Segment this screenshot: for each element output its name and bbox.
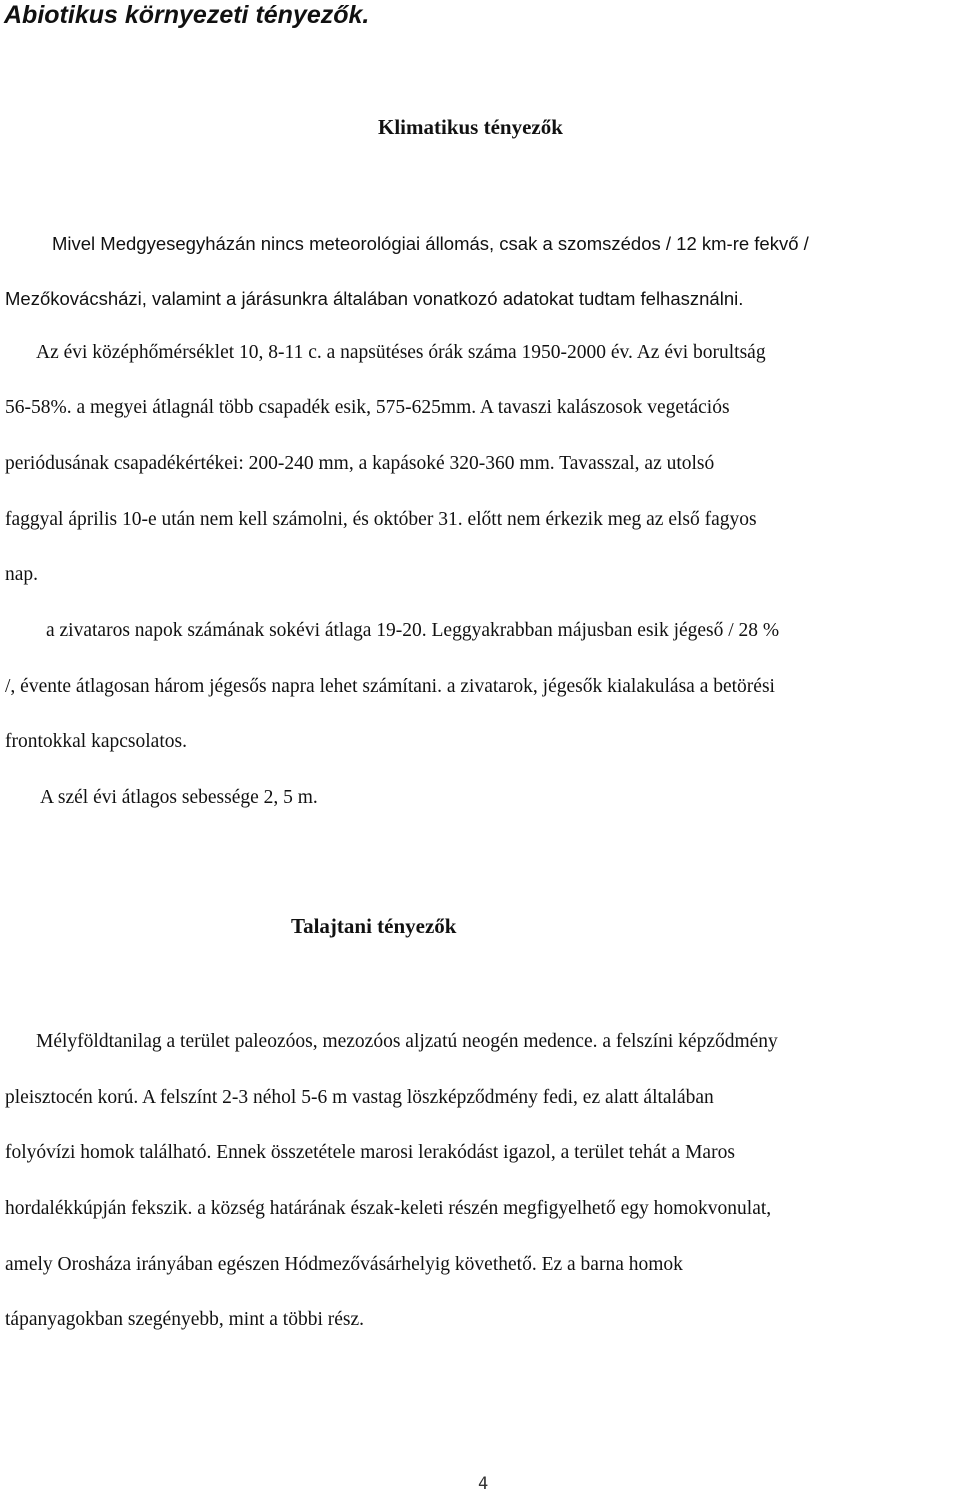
soil-line-2: pleisztocén korú. A felszínt 2-3 néhol 5-6 m vastag löszképződmény fedi, ez alatt általában	[5, 1087, 714, 1108]
climate-line-6: faggyal április 10-e után nem kell számolni, és október 31. előtt nem érkezik meg az első fagyos	[5, 509, 757, 530]
climate-line-8: a zivataros napok számának sokévi átlaga 19-20. Leggyakrabban májusban esik jégeső / 28 %	[46, 620, 780, 641]
section-title-talajtani: Talajtani tényezők	[291, 914, 457, 938]
soil-line-1: Mélyföldtanilag a terület paleozóos, mezozóos aljzatú neogén medence. a felszíni képződmény	[36, 1031, 778, 1052]
climate-line-7: nap.	[5, 564, 39, 585]
soil-line-4: hordalékkúpján fekszik. a község határának észak-keleti részén megfigyelhető egy homokvonulat,	[5, 1198, 772, 1219]
page-number: 4	[478, 1474, 489, 1494]
climate-line-4: 56-58%. a megyei átlagnál több csapadék esik, 575-625mm. A tavaszi kalászosok vegetációs	[5, 397, 730, 418]
climate-line-11: A szél évi átlagos sebessége 2, 5 m.	[40, 787, 318, 808]
soil-line-5: amely Orosháza irányában egészen Hódmezővásárhelyig követhető. Ez a barna homok	[5, 1254, 683, 1275]
climate-line-2: Mezőkovácsházi, valamint a járásunkra általában vonatkozó adatokat tudtam felhasználni.	[5, 288, 744, 309]
soil-line-3: folyóvízi homok található. Ennek összetétele marosi lerakódást igazol, a terület tehát a Maros	[5, 1142, 735, 1163]
section-title-klimatikus: Klimatikus tényezők	[378, 115, 563, 139]
climate-line-9: /, évente átlagosan három jégesős napra lehet számítani. a zivatarok, jégesők kialakulása a betörési	[5, 676, 775, 697]
soil-line-6: tápanyagokban szegényebb, mint a többi rész.	[5, 1309, 365, 1330]
climate-line-10: frontokkal kapcsolatos.	[5, 731, 187, 752]
climate-line-1: Mivel Medgyesegyházán nincs meteorológiai állomás, csak a szomszédos / 12 km-re fekvő /	[52, 233, 809, 254]
page-heading: Abiotikus környezeti tényezők.	[4, 1, 370, 29]
climate-line-5: periódusának csapadékértékei: 200-240 mm, a kapásoké 320-360 mm. Tavasszal, az utolsó	[5, 453, 715, 474]
climate-line-3: Az évi középhőmérséklet 10, 8-11 c. a napsütéses órák száma 1950-2000 év. Az évi borultság	[36, 342, 766, 363]
